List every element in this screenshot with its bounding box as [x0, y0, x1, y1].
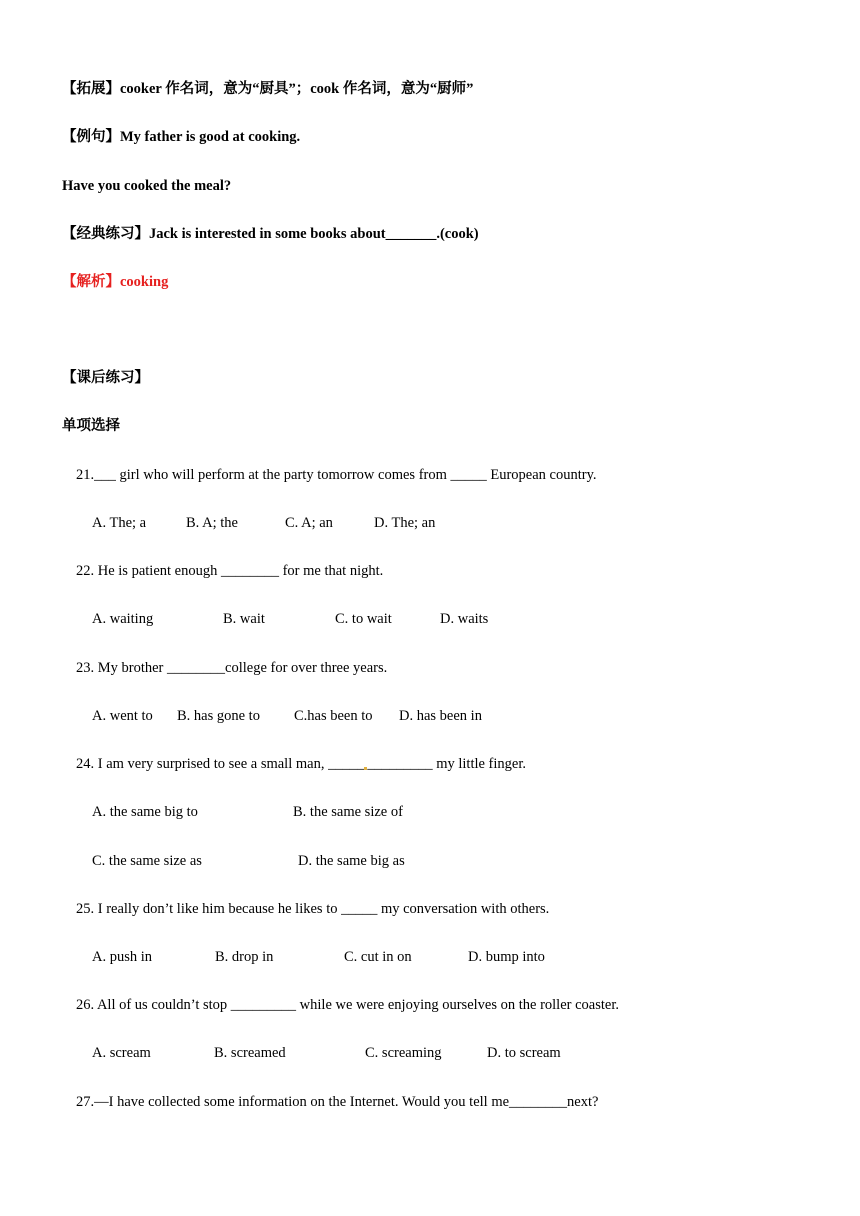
option-a: A. push in — [92, 949, 153, 965]
option-a: A. The; a — [92, 515, 147, 531]
question-26-stem: 26. All of us couldn’t stop _________ while we were enjoying ourselves on the roller coaster. — [76, 997, 619, 1013]
section-title: 【课后练习】 — [62, 370, 149, 386]
section-subtitle: 单项选择 — [62, 418, 120, 434]
option-d: D. The; an — [374, 515, 436, 531]
option-c: C. screaming — [365, 1045, 442, 1061]
question-22-stem: 22. He is patient enough ________ for me that night. — [76, 563, 384, 579]
option-c: C.has been to — [294, 708, 373, 724]
question-27-stem: 27.—I have collected some information on the Internet. Would you tell me________next? — [76, 1094, 599, 1110]
option-d: D. to scream — [487, 1045, 561, 1061]
question-21-stem: 21.___ girl who will perform at the party tomorrow comes from _____ European country. — [76, 467, 597, 483]
option-b: B. screamed — [214, 1045, 286, 1061]
option-a: A. went to — [92, 708, 153, 724]
question-26-options — [92, 1043, 792, 1063]
example-sentence-2: Have you cooked the meal? — [62, 178, 232, 194]
question-24-stem-part-1: 24. I am very surprised to see a small man, _____ — [76, 756, 365, 772]
option-a: A. waiting — [92, 611, 154, 627]
option-b: B. the same size of — [293, 804, 403, 820]
option-a: A. scream — [92, 1045, 151, 1061]
option-b: B. has gone to — [177, 708, 260, 724]
question-24-options-row-2 — [92, 851, 792, 871]
option-c: C. to wait — [335, 611, 392, 627]
option-d: D. the same big as — [298, 853, 405, 869]
question-24-options-row-1 — [92, 802, 792, 822]
analysis-answer: 【解析】cooking — [62, 274, 169, 290]
classic-practice: 【经典练习】Jack is interested in some books about_______.(cook) — [62, 226, 479, 242]
question-24-stem — [76, 754, 526, 774]
option-d: D. waits — [440, 611, 489, 627]
option-c: C. cut in on — [344, 949, 412, 965]
question-22-options — [92, 609, 792, 629]
question-25-options — [92, 947, 792, 967]
question-23-stem: 23. My brother ________college for over three years. — [76, 660, 388, 676]
question-21-options — [92, 513, 792, 533]
question-25-stem: 25. I really don’t like him because he likes to _____ my conversation with others. — [76, 901, 550, 917]
example-sentence-1: 【例句】My father is good at cooking. — [62, 129, 301, 145]
option-c: C. A; an — [285, 515, 333, 531]
option-a: A. the same big to — [92, 804, 198, 820]
extension-note: 【拓展】cooker 作名词，意为“厨具”；cook 作名词，意为“厨师” — [62, 81, 474, 97]
option-d: D. has been in — [399, 708, 482, 724]
option-d: D. bump into — [468, 949, 545, 965]
question-24-stem-part-2: _________ my little finger. — [367, 756, 527, 772]
option-c: C. the same size as — [92, 853, 202, 869]
option-b: B. A; the — [186, 515, 238, 531]
question-23-options — [92, 706, 792, 726]
option-b: B. drop in — [215, 949, 274, 965]
option-b: B. wait — [223, 611, 265, 627]
